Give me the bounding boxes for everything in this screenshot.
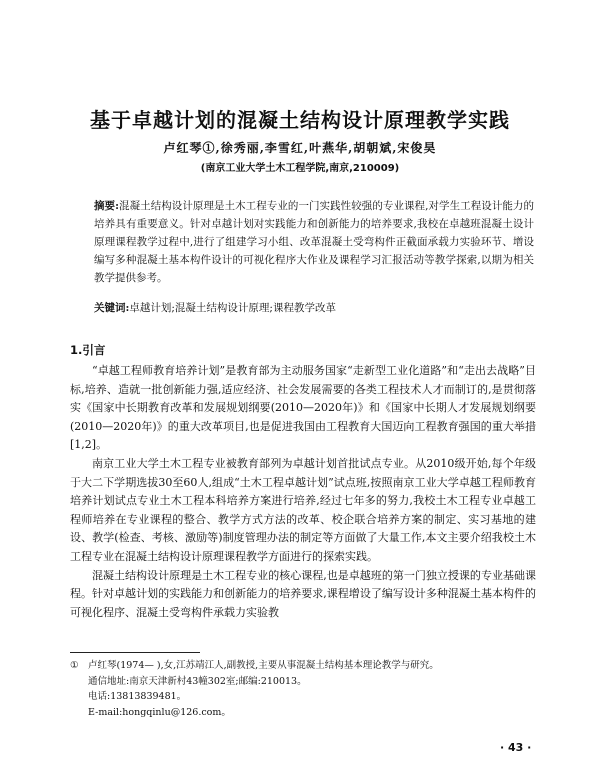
section-heading-introduction: 1.引言: [70, 343, 106, 357]
author-list: 卢红琴①,徐秀丽,李雪红,叶燕华,胡朝斌,宋俊昊: [163, 141, 437, 155]
footnote: [70, 658, 536, 720]
body-paragraph-1: “卓越工程师教育培养计划”是教育部为主动服务国家“走新型工业化道路”和“走出去战略”目标,培养、造就一批创新能力强,适应经济、社会发展需要的各类工程技术人才而制订的,是贯彻落实《国家中长期教育改革和发展规划纲要(2010—2020年)》和《国家中长期人才发展规划纲要(2010—2020年)》的重大改革项目,也是促进我国由工程教育大国迈向工程教育强国的重大举措[1,2]。: [70, 364, 536, 452]
author-affiliation: (南京工业大学土木工程学院,南京,210009): [200, 163, 400, 174]
page-number: · 43 ·: [500, 741, 532, 754]
abstract-block: [94, 197, 534, 287]
body-paragraph-3: 混凝土结构设计原理是土木工程专业的核心课程,也是卓越班的第一门独立授课的专业基础课程。针对卓越计划的实践能力和创新能力的培养要求,课程增设了编写设计多种混凝土基本构件的可视化程序、混凝土受弯构件承载力实验教: [70, 568, 536, 619]
footnote-line-author: 卢红琴(1974— ),女,江苏靖江人,副教授,主要从事混凝土结构基本理论教学与研究。: [88, 660, 439, 671]
body-paragraph-2: 南京工业大学土木工程专业被教育部列为卓越计划首批试点专业。从2010级开始,每个年级于大二下学期选拔30至60人,组成“土木工程卓越计划”试点班,按照南京工业大学卓越工程师教育培养计划试点专业土木工程本科培养方案进行培养,经过七年多的努力,我校土木工程专业卓越工程师培养在专业课程的整合、教学方式方法的改革、校企联合培养方案的制定、实习基地的建设、教学(检查、考核、激励等)制度管理办法的制定等方面做了大量工作,本文主要介绍我校土木工程专业在混凝土结构设计原理课程教学方面进行的探索实践。: [70, 456, 536, 563]
keywords-text: 卓越计划;混凝土结构设计原理;课程教学改革: [129, 302, 336, 314]
footnote-divider: [70, 652, 200, 653]
keywords-block: [94, 299, 534, 317]
body-text: [70, 362, 536, 622]
footnote-line-phone: 电话:13813839481。: [88, 691, 187, 702]
abstract-label: 摘要:: [94, 200, 119, 212]
abstract-text: 混凝土结构设计原理是土木工程专业的一门实践性较强的专业课程,对学生工程设计能力的培养具有重要意义。针对卓越计划对实践能力和创新能力的培养要求,我校在卓越班混凝土设计原理课程教学过程中,进行了组建学习小组、改革混凝土受弯构件正截面承载力实验环节、增设编写多种混凝土基本构件设计的可视化程序大作业及课程学习汇报活动等教学探索,以期为相关教学提供参考。: [94, 200, 534, 284]
paper-title: 基于卓越计划的混凝土结构设计原理教学实践: [90, 108, 510, 132]
footnote-line-email: E-mail:hongqinlu@126.com。: [88, 706, 231, 718]
footnote-line-address: 通信地址:南京天津新村43幢302室;邮编:210013。: [88, 675, 307, 687]
keywords-label: 关键词:: [94, 302, 130, 314]
footnote-mark: ①: [70, 660, 79, 671]
